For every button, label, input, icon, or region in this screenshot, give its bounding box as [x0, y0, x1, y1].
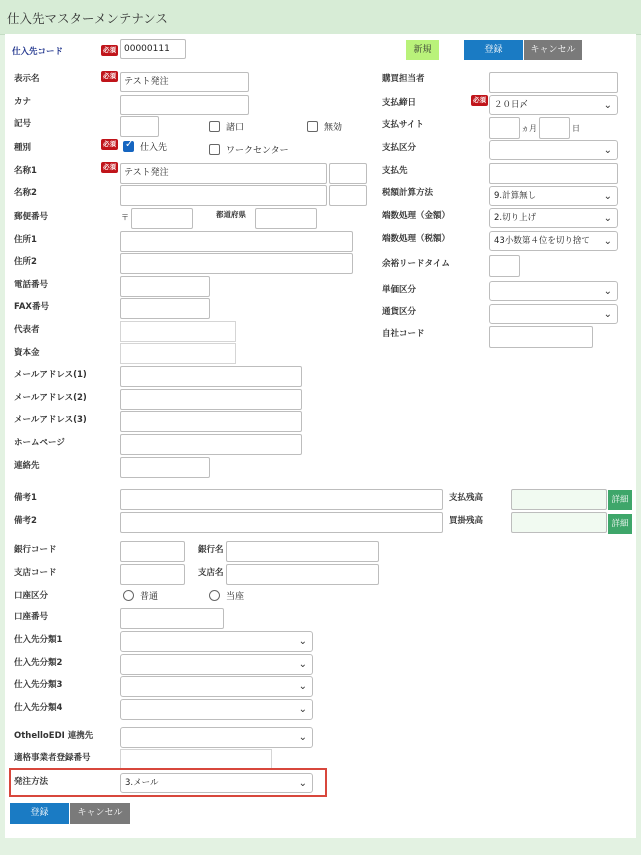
- required-badge: 必須: [103, 72, 116, 80]
- payable-balance-detail-button[interactable]: 詳細: [608, 514, 632, 534]
- order-method-select[interactable]: [120, 773, 313, 793]
- current-radio[interactable]: [209, 590, 220, 601]
- register-button-bottom[interactable]: 登録: [10, 803, 69, 824]
- contact-label: 連絡先: [14, 461, 40, 471]
- homepage-label: ホームページ: [14, 438, 65, 448]
- company-code-input[interactable]: [489, 326, 593, 348]
- bank-name-input[interactable]: [226, 541, 379, 562]
- category4-label: 仕入先分類4: [14, 703, 63, 713]
- payable-balance-input: [511, 512, 607, 533]
- supplier-type-label: 仕入先: [140, 143, 168, 153]
- name2-label: 名称2: [14, 188, 37, 198]
- chevron-down-icon: ⌄: [298, 732, 307, 743]
- title-bar: [0, 0, 641, 35]
- branch-code-input[interactable]: [120, 564, 185, 585]
- payee-input[interactable]: [489, 163, 618, 184]
- payable-balance-label: 買掛残高: [449, 516, 484, 526]
- supplier-code-input[interactable]: 00000111: [120, 39, 186, 59]
- email3-input[interactable]: [120, 411, 302, 432]
- representative-input[interactable]: [120, 321, 236, 342]
- rounding-amount-select[interactable]: [489, 208, 618, 228]
- months-unit: ヵ月: [521, 124, 537, 133]
- phone-input[interactable]: [120, 276, 210, 297]
- phone-label: 電話番号: [14, 280, 49, 290]
- rounding-tax-select[interactable]: [489, 231, 618, 251]
- chevron-down-icon: ⌄: [603, 286, 612, 297]
- note2-input[interactable]: [120, 512, 443, 533]
- register-button-top[interactable]: 登録: [464, 40, 523, 60]
- bank-code-input[interactable]: [120, 541, 185, 562]
- payment-site-label: 支払サイト: [382, 120, 424, 130]
- edi-select[interactable]: [120, 727, 313, 748]
- order-method-label: 発注方法: [14, 777, 49, 787]
- fax-input[interactable]: [120, 298, 210, 319]
- address2-label: 住所2: [14, 257, 37, 267]
- postal-mark: 〒: [121, 213, 129, 222]
- supplier-checkbox[interactable]: [123, 141, 134, 152]
- unit-class-label: 単価区分: [382, 285, 417, 295]
- tax-calc-label: 税額計算方法: [382, 188, 434, 198]
- lead-time-input[interactable]: [489, 255, 520, 277]
- cancel-button-bottom[interactable]: キャンセル: [70, 803, 130, 824]
- rounding-tax-value: 43小数第４位を切り捨て: [494, 236, 590, 246]
- payment-balance-label: 支払残高: [449, 493, 484, 503]
- email2-label: メールアドレス(2): [14, 393, 87, 403]
- payment-class-label: 支払区分: [382, 143, 417, 153]
- day-unit: 日: [572, 124, 580, 133]
- email3-label: メールアドレス(3): [14, 415, 87, 425]
- homepage-input[interactable]: [120, 434, 302, 455]
- bank-name-label: 銀行名: [198, 545, 224, 555]
- postal-label: 郵便番号: [14, 212, 49, 222]
- kana-input[interactable]: [120, 95, 249, 115]
- rounding-amount-value: 2.切り上げ: [494, 213, 537, 223]
- kuchi-checkbox[interactable]: [209, 121, 220, 132]
- display-name-label: 表示名: [14, 74, 40, 84]
- chevron-down-icon: ⌄: [298, 636, 307, 647]
- payee-label: 支払先: [382, 166, 408, 176]
- prefecture-input[interactable]: [255, 208, 317, 229]
- tax-calc-select[interactable]: [489, 186, 618, 206]
- cancel-button-top[interactable]: キャンセル: [524, 40, 582, 60]
- tax-calc-value: 9.計算無し: [494, 191, 537, 201]
- account-number-label: 口座番号: [14, 612, 49, 622]
- chevron-down-icon: ⌄: [298, 704, 307, 715]
- required-badge: 必須: [473, 96, 486, 104]
- supplier-code-label: 仕入先コード: [12, 47, 64, 57]
- name2-sub-input[interactable]: [329, 185, 367, 206]
- ordinary-label: 普通: [140, 592, 159, 602]
- required-badge: 必須: [103, 46, 116, 54]
- category3-select[interactable]: [120, 676, 313, 697]
- branch-code-label: 支店コード: [14, 568, 57, 578]
- chevron-down-icon: ⌄: [603, 309, 612, 320]
- chevron-down-icon: ⌄: [298, 681, 307, 692]
- chevron-down-icon: ⌄: [603, 191, 612, 202]
- page-title: 仕入先マスターメンテナンス: [7, 11, 168, 26]
- order-method-value: 3.メール: [125, 778, 159, 788]
- representative-label: 代表者: [14, 325, 40, 335]
- chevron-down-icon: ⌄: [603, 213, 612, 224]
- chevron-down-icon: ⌄: [603, 100, 612, 111]
- postal-input[interactable]: [131, 208, 193, 229]
- category1-select[interactable]: [120, 631, 313, 652]
- symbol-label: 記号: [14, 119, 32, 129]
- category2-label: 仕入先分類2: [14, 658, 63, 668]
- address2-input[interactable]: [120, 253, 353, 274]
- branch-name-label: 支店名: [198, 568, 224, 578]
- company-code-label: 自社コード: [382, 329, 425, 339]
- kana-label: カナ: [14, 97, 32, 107]
- payment-class-select[interactable]: [489, 140, 618, 160]
- purchaser-input[interactable]: [489, 72, 618, 93]
- invalid-checkbox[interactable]: [307, 121, 318, 132]
- chevron-down-icon: ⌄: [298, 778, 307, 789]
- display-name-input[interactable]: テスト発注: [120, 72, 249, 92]
- required-badge: 必須: [103, 163, 116, 171]
- fax-label: FAX番号: [14, 302, 49, 312]
- capital-label: 資本金: [14, 348, 40, 358]
- currency-class-select[interactable]: [489, 304, 618, 324]
- ordinary-radio[interactable]: [123, 590, 134, 601]
- email1-label: メールアドレス(1): [14, 370, 87, 380]
- category4-select[interactable]: [120, 699, 313, 720]
- payment-date-select[interactable]: [489, 95, 618, 115]
- note1-input[interactable]: [120, 489, 443, 510]
- invalid-label: 無効: [324, 123, 343, 133]
- capital-input[interactable]: [120, 343, 236, 364]
- current-label: 当座: [226, 592, 245, 602]
- account-type-label: 口座区分: [14, 591, 49, 601]
- rounding-amount-label: 端数処理（金額）: [382, 211, 451, 221]
- payment-site-months-input[interactable]: [489, 117, 520, 139]
- chevron-down-icon: ⌄: [604, 233, 612, 251]
- contact-input[interactable]: [120, 457, 210, 478]
- name1-label: 名称1: [14, 166, 37, 176]
- lead-time-label: 余裕リードタイム: [382, 259, 450, 269]
- name1-input[interactable]: テスト発注: [120, 163, 327, 184]
- bank-code-label: 銀行コード: [14, 545, 57, 555]
- invoice-reg-input[interactable]: [120, 749, 272, 770]
- new-button[interactable]: 新規: [406, 40, 439, 60]
- chevron-down-icon: ⌄: [298, 659, 307, 670]
- note2-label: 備考2: [14, 516, 37, 526]
- required-badge: 必須: [103, 140, 116, 148]
- category3-label: 仕入先分類3: [14, 680, 63, 690]
- invoice-reg-label: 適格事業者登録番号: [14, 753, 91, 763]
- chevron-down-icon: ⌄: [603, 145, 612, 156]
- purchaser-label: 購買担当者: [382, 74, 425, 84]
- payment-date-label: 支払締日: [382, 98, 417, 108]
- email2-input[interactable]: [120, 389, 302, 410]
- workcenter-checkbox[interactable]: [209, 144, 220, 155]
- branch-name-input[interactable]: [226, 564, 379, 585]
- name2-input[interactable]: [120, 185, 327, 206]
- note1-label: 備考1: [14, 493, 37, 503]
- address1-label: 住所1: [14, 235, 37, 245]
- kuchi-label: 諸口: [226, 123, 245, 133]
- currency-class-label: 通貨区分: [382, 307, 417, 317]
- symbol-input[interactable]: [120, 116, 159, 137]
- payment-balance-detail-button[interactable]: 詳細: [608, 490, 632, 510]
- workcenter-type-label: ワークセンター: [226, 146, 289, 156]
- address1-input[interactable]: [120, 231, 353, 252]
- category1-label: 仕入先分類1: [14, 635, 63, 645]
- prefecture-label: 都道府県: [216, 210, 246, 219]
- unit-class-select[interactable]: [489, 281, 618, 301]
- payment-date-value: ２０日〆: [494, 100, 529, 110]
- name1-sub-input[interactable]: [329, 163, 367, 184]
- type-label: 種別: [14, 143, 32, 153]
- edi-label: OthelloEDI 連携先: [14, 731, 94, 741]
- payment-site-day-input[interactable]: [539, 117, 570, 139]
- payment-balance-input: [511, 489, 607, 510]
- email1-input[interactable]: [120, 366, 302, 387]
- category2-select[interactable]: [120, 654, 313, 675]
- rounding-tax-label: 端数処理（税額）: [382, 234, 451, 244]
- account-number-input[interactable]: [120, 608, 224, 629]
